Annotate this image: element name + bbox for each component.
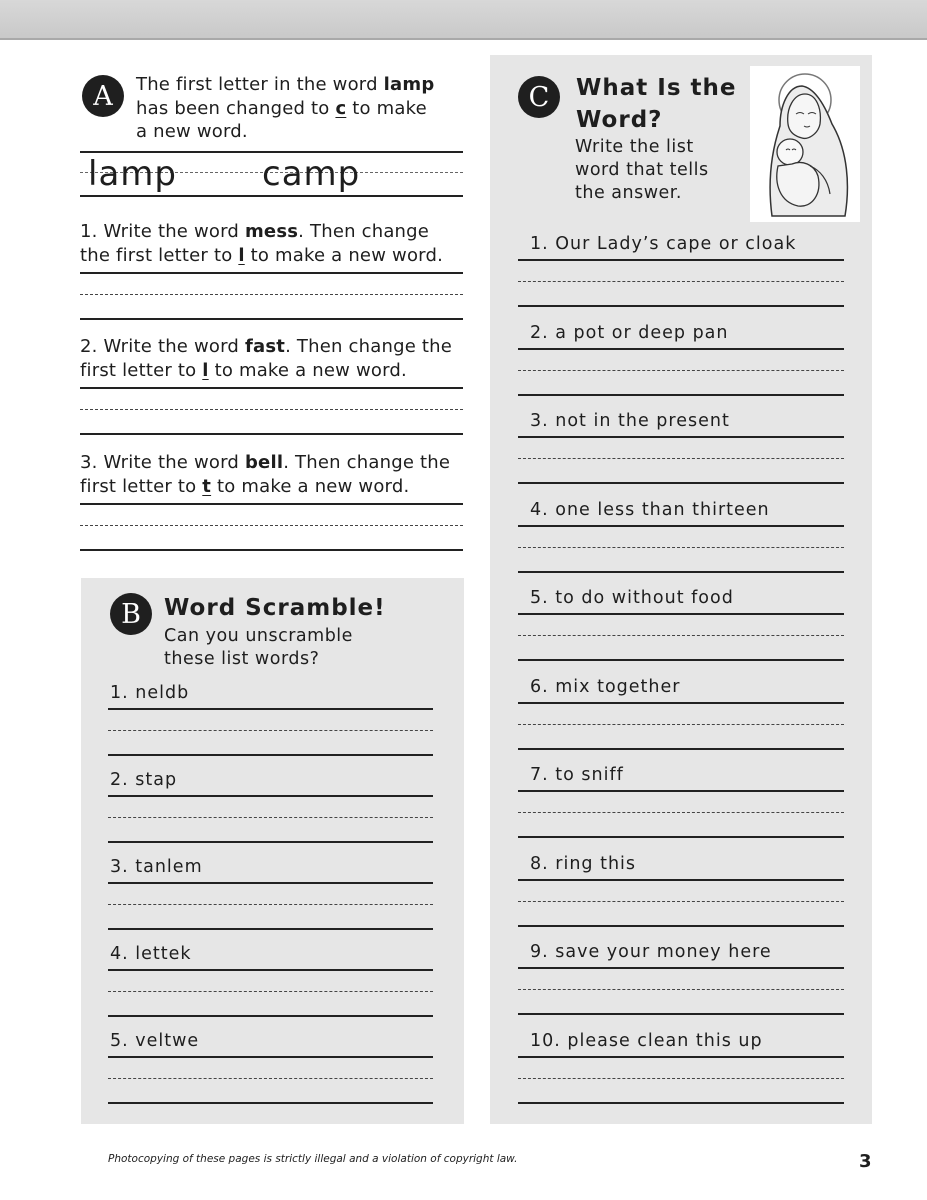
list-item: 5. veltwe: [110, 1031, 200, 1051]
list-item: 3. not in the present: [530, 411, 730, 431]
example-top-line: [80, 151, 463, 153]
list-item: 5. to do without food: [530, 588, 734, 608]
list-item: 10. please clean this up: [530, 1030, 763, 1051]
answer-line-top: [518, 436, 844, 438]
top-bar: [0, 0, 927, 40]
answer-line-base[interactable]: [108, 754, 433, 756]
list-item: 1. Our Lady’s cape or cloak: [530, 234, 797, 254]
answer-line-base[interactable]: [518, 836, 844, 838]
question-1: 1. Write the word mess. Then change the first letter to l to make a new word.: [80, 221, 444, 266]
section-a-badge: A: [82, 75, 124, 117]
answer-line-top: [518, 259, 844, 261]
list-item: 2. stap: [110, 770, 178, 790]
answer-line-top: [518, 879, 844, 881]
answer-line-base[interactable]: [80, 318, 463, 320]
answer-line-mid: [108, 904, 433, 905]
section-c-subtitle: Write the list word that tells the answer.: [575, 137, 709, 203]
answer-line-mid: [518, 1078, 844, 1079]
answer-line-base[interactable]: [518, 482, 844, 484]
section-b-subtitle: Can you unscramble these list words?: [164, 626, 353, 669]
answer-line-base[interactable]: [518, 394, 844, 396]
answer-line-base[interactable]: [518, 305, 844, 307]
answer-line-top: [108, 795, 433, 797]
answer-line-base[interactable]: [518, 925, 844, 927]
section-b-badge: B: [110, 593, 152, 635]
answer-line-mid: [108, 817, 433, 818]
answer-line-top: [80, 272, 463, 274]
section-b-title: Word Scramble!: [164, 595, 386, 621]
answer-line-base[interactable]: [108, 1015, 433, 1017]
answer-line-top: [108, 882, 433, 884]
answer-line-base[interactable]: [108, 928, 433, 930]
list-item: 9. save your money here: [530, 942, 772, 962]
answer-line-base[interactable]: [108, 841, 433, 843]
answer-line-mid: [518, 901, 844, 902]
list-item: 6. mix together: [530, 676, 681, 697]
answer-line-mid: [518, 812, 844, 813]
answer-line-mid: [518, 635, 844, 636]
answer-line-top: [518, 1056, 844, 1058]
madonna-and-child-illustration: [750, 66, 860, 222]
list-item: 2. a pot or deep pan: [530, 322, 729, 343]
answer-line-mid: [108, 1078, 433, 1079]
answer-line-base[interactable]: [518, 659, 844, 661]
answer-line-top: [518, 790, 844, 792]
section-a-intro: The first letter in the word lamp has been changed to c to make a new word.: [136, 74, 435, 142]
answer-line-mid: [518, 458, 844, 459]
answer-line-top: [80, 503, 463, 505]
list-item: 4. lettek: [110, 944, 192, 964]
example-base-line: [80, 195, 463, 197]
answer-line-mid: [80, 294, 463, 295]
answer-line-mid: [518, 989, 844, 990]
answer-line-top: [518, 348, 844, 350]
list-item: 7. to sniff: [530, 765, 624, 785]
section-c-title: What Is the Word?: [576, 75, 737, 133]
list-item: 3. tanlem: [110, 857, 203, 877]
answer-line-mid: [108, 991, 433, 992]
answer-line-top: [518, 967, 844, 969]
section-c-badge: C: [518, 76, 560, 118]
answer-line-mid: [518, 281, 844, 282]
answer-line-mid: [518, 724, 844, 725]
question-3: 3. Write the word bell. Then change the first letter to t to make a new word.: [80, 452, 451, 497]
copyright-notice: Photocopying of these pages is strictly illegal and a violation of copyright law.: [108, 1153, 518, 1165]
example-word-camp: camp: [262, 154, 361, 194]
answer-line-mid: [518, 370, 844, 371]
answer-line-base[interactable]: [108, 1102, 433, 1104]
list-item: 1. neldb: [110, 683, 190, 703]
example-word-lamp: lamp: [88, 154, 177, 194]
answer-line-base[interactable]: [518, 1013, 844, 1015]
answer-line-mid: [80, 409, 463, 410]
answer-line-top: [518, 702, 844, 704]
answer-line-top: [518, 525, 844, 527]
answer-line-base[interactable]: [518, 571, 844, 573]
answer-line-top: [80, 387, 463, 389]
question-2: 2. Write the word fast. Then change the first letter to l to make a new word.: [80, 336, 453, 381]
answer-line-top: [108, 708, 433, 710]
answer-line-top: [108, 969, 433, 971]
list-item: 4. one less than thirteen: [530, 499, 770, 520]
answer-line-mid: [518, 547, 844, 548]
answer-line-top: [108, 1056, 433, 1058]
answer-line-mid: [108, 730, 433, 731]
answer-line-mid: [80, 525, 463, 526]
list-item: 8. ring this: [530, 853, 637, 874]
answer-line-base[interactable]: [80, 433, 463, 435]
page-number: 3: [859, 1151, 872, 1172]
answer-line-top: [518, 613, 844, 615]
answer-line-base[interactable]: [518, 1102, 844, 1104]
answer-line-base[interactable]: [80, 549, 463, 551]
answer-line-base[interactable]: [518, 748, 844, 750]
